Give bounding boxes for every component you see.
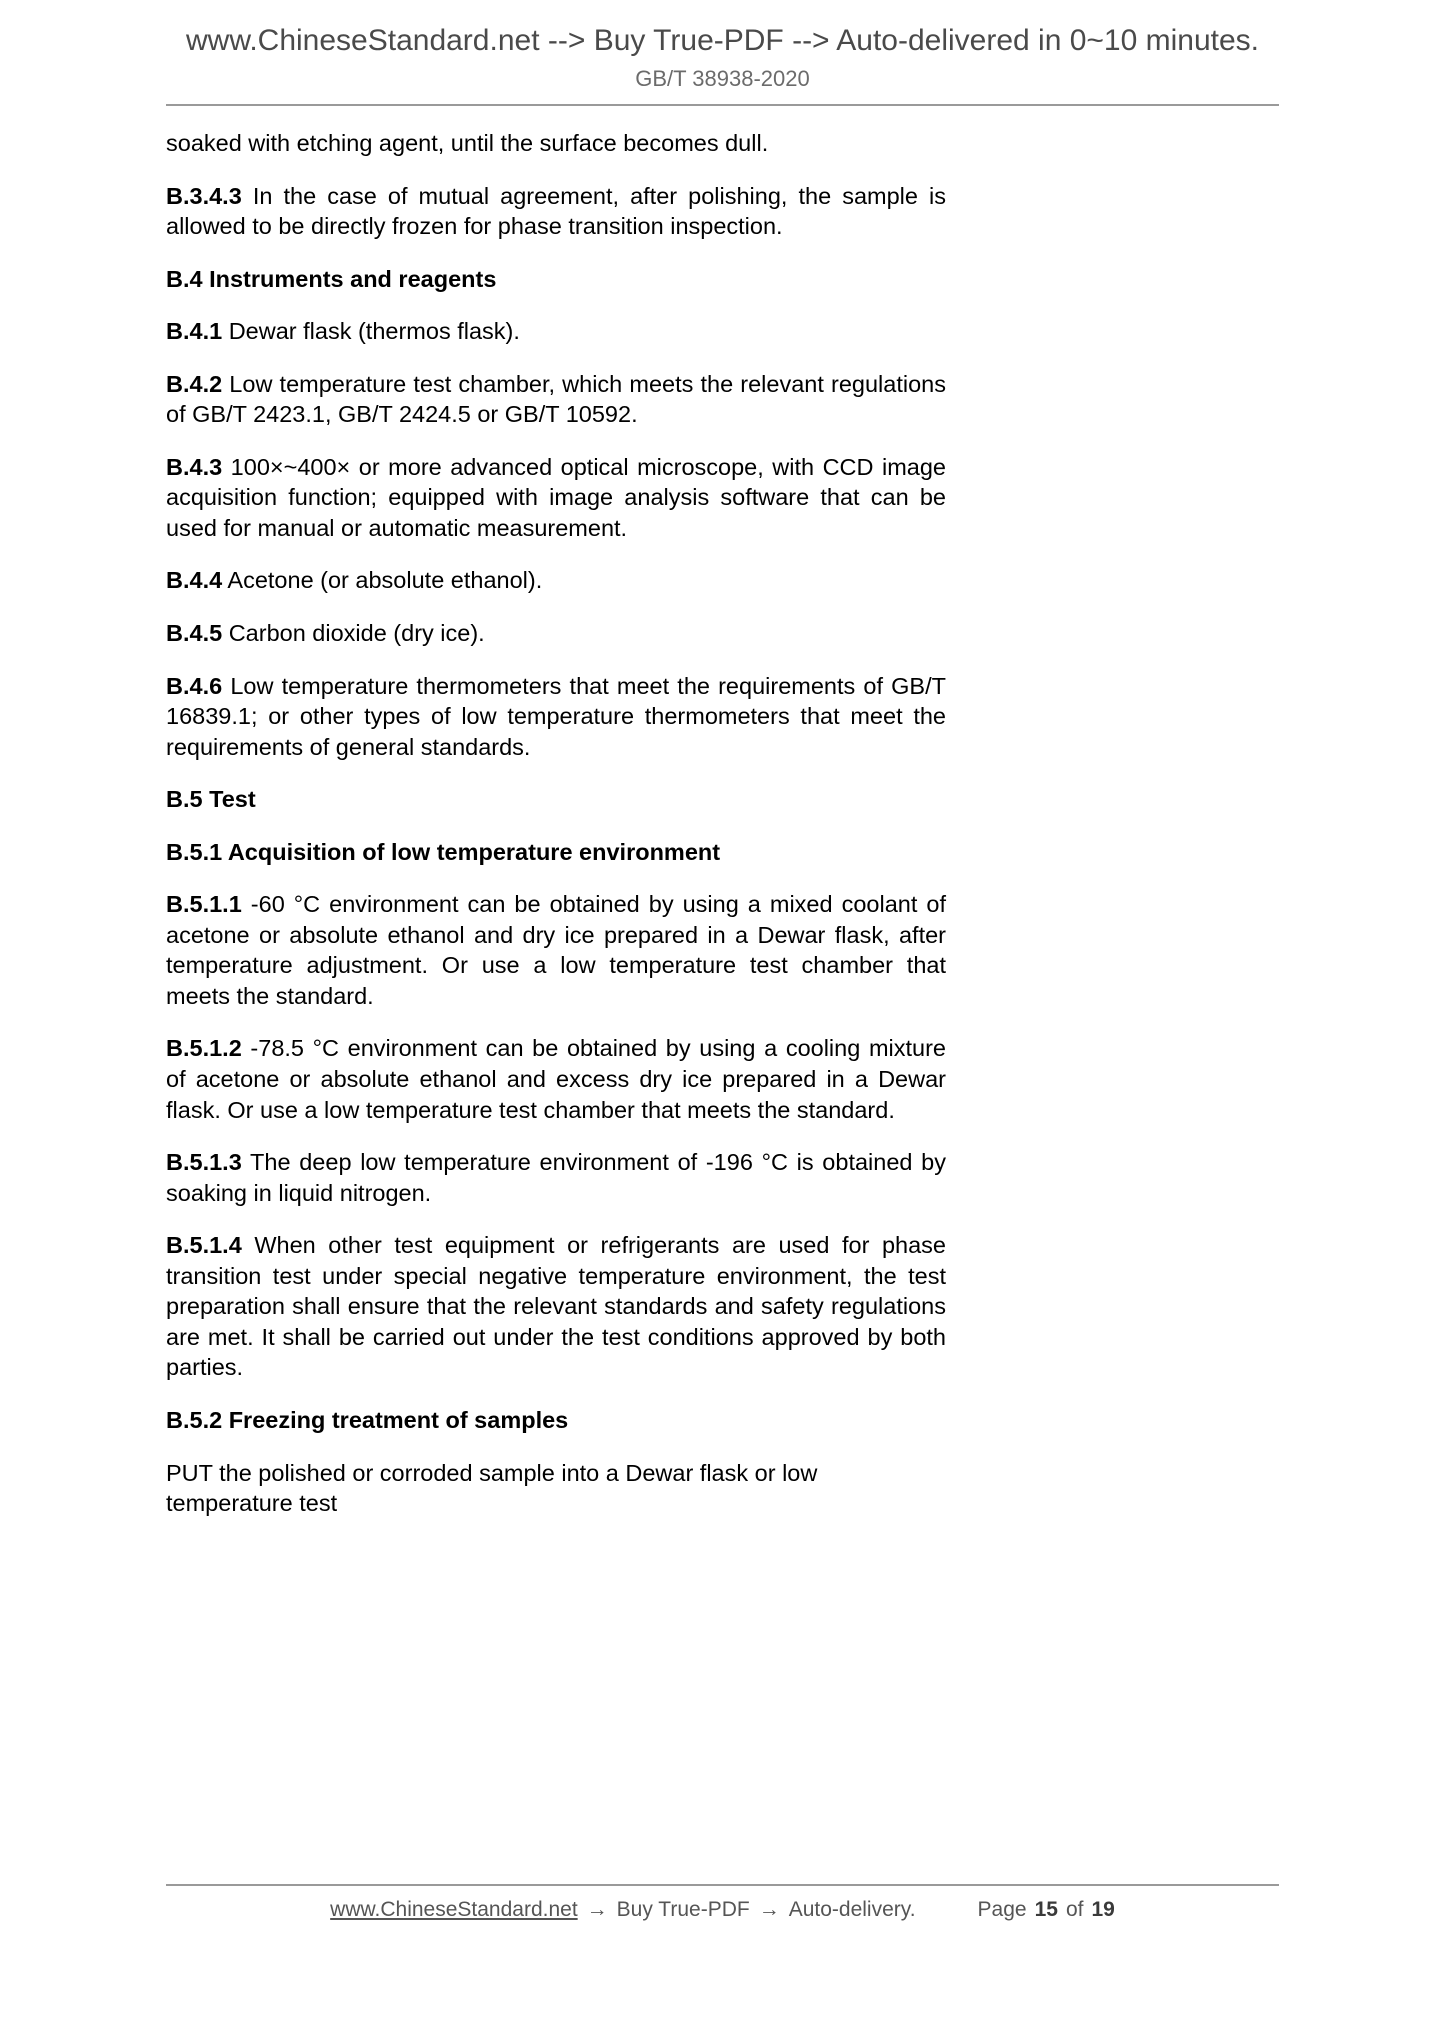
clause-text-b-4-2: Low temperature test chamber, which meets the relevant regulations of GB/T 2423.1, GB/T 2424.5 or GB/T 10592.	[166, 370, 946, 428]
paragraph-b-4-2	[166, 369, 946, 430]
page-label: Page	[977, 1898, 1027, 1921]
clause-number-b-4-2: B.4.2	[166, 370, 223, 397]
clause-number-b-5-1-1: B.5.1.1	[166, 891, 242, 918]
clause-text-b-4-1: Dewar flask (thermos flask).	[222, 318, 520, 345]
paragraph-final: PUT the polished or corroded sample into a Dewar flask or low temperature test	[166, 1459, 818, 1517]
clause-number-b-5-1-3: B.5.1.3	[166, 1149, 242, 1176]
promo-header: www.ChineseStandard.net --> Buy True-PDF --> Auto-delivered in 0~10 minutes.	[185, 24, 1260, 57]
clause-number-b-4-6: B.4.6	[166, 672, 223, 699]
paragraph-b-3-4-3	[166, 181, 946, 242]
clause-text-b-5-1-2: -78.5 °C environment can be obtained by using a cooling mixture of acetone or absolute ethanol and excess dry ice prepared in a Dewar flask. Or use a low temperature test chamber that meets the standard.	[166, 1035, 946, 1123]
footer-url-link[interactable]: www.ChineseStandard.net	[330, 1898, 578, 1921]
footer-delivery-label: Auto-delivery.	[788, 1898, 916, 1921]
heading-b-4: B.4 Instruments and reagents	[166, 265, 497, 292]
document-body	[166, 128, 946, 1541]
arrow-right-icon-2: →	[758, 1898, 780, 1921]
paragraph-b-4-6	[166, 671, 946, 763]
standard-number: GB/T 38938-2020	[635, 66, 810, 91]
paragraph-continued: soaked with etching agent, until the surface becomes dull.	[166, 130, 769, 156]
clause-text-b-4-3: 100×~400× or more advanced optical microscope, with CCD image acquisition function; equipped with image analysis software that can be used for manual or automatic measurement.	[166, 453, 946, 541]
of-label: of	[1065, 1898, 1084, 1921]
header-divider	[166, 104, 1279, 106]
heading-b-5-1: B.5.1 Acquisition of low temperature environment	[166, 838, 721, 865]
page-indicator	[978, 1898, 1115, 1922]
arrow-right-icon: →	[586, 1898, 608, 1921]
paragraph-b-4-1	[166, 316, 946, 347]
footer-buy-label: Buy True-PDF	[616, 1898, 750, 1921]
paragraph-b-5-1-3	[166, 1147, 946, 1208]
clause-text-b-4-4: Acetone (or absolute ethanol).	[222, 567, 543, 594]
clause-text-b-4-5: Carbon dioxide (dry ice).	[222, 620, 485, 647]
heading-b-5: B.5 Test	[166, 786, 256, 813]
clause-text-b-3-4-3: In the case of mutual agreement, after polishing, the sample is allowed to be directly frozen for phase transition inspection.	[166, 182, 946, 240]
footer-divider	[166, 1884, 1279, 1886]
clause-number-b-4-5: B.4.5	[166, 620, 223, 647]
clause-number-b-4-3: B.4.3	[166, 453, 223, 480]
paragraph-b-5-1-4	[166, 1230, 946, 1383]
clause-number-b-5-1-2: B.5.1.2	[166, 1035, 242, 1062]
clause-number-b-5-1-4: B.5.1.4	[166, 1232, 242, 1259]
footer-promo	[330, 1898, 915, 1922]
clause-text-b-5-1-1: -60 °C environment can be obtained by using a mixed coolant of acetone or absolute ethanol and dry ice prepared in a Dewar flask, after temperature adjustment. Or use a low temperature test chamber that meets the standard.	[166, 891, 946, 1009]
clause-number-b-3-4-3: B.3.4.3	[166, 182, 242, 209]
total-pages: 19	[1091, 1898, 1115, 1921]
clause-text-b-5-1-4: When other test equipment or refrigerants are used for phase transition test under special negative temperature environment, the test preparation shall ensure that the relevant standards and safety regulations are met. It shall be carried out under the test conditions approved by both parties.	[166, 1232, 946, 1381]
clause-number-b-4-1: B.4.1	[166, 318, 223, 345]
paragraph-b-4-5	[166, 618, 946, 649]
paragraph-b-5-1-1	[166, 889, 946, 1011]
paragraph-b-5-1-2	[166, 1033, 946, 1125]
clause-text-b-4-6: Low temperature thermometers that meet the requirements of GB/T 16839.1; or other types of low temperature thermometers that meet the requirements of general standards.	[166, 672, 946, 760]
heading-b-5-2: B.5.2 Freezing treatment of samples	[166, 1406, 569, 1433]
clause-number-b-4-4: B.4.4	[166, 567, 223, 594]
page-footer	[166, 1898, 1279, 1922]
paragraph-b-4-4	[166, 565, 946, 596]
page-number: 15	[1034, 1898, 1058, 1921]
clause-text-b-5-1-3: The deep low temperature environment of -196 °C is obtained by soaking in liquid nitrogen.	[166, 1149, 946, 1206]
paragraph-b-4-3	[166, 452, 946, 544]
